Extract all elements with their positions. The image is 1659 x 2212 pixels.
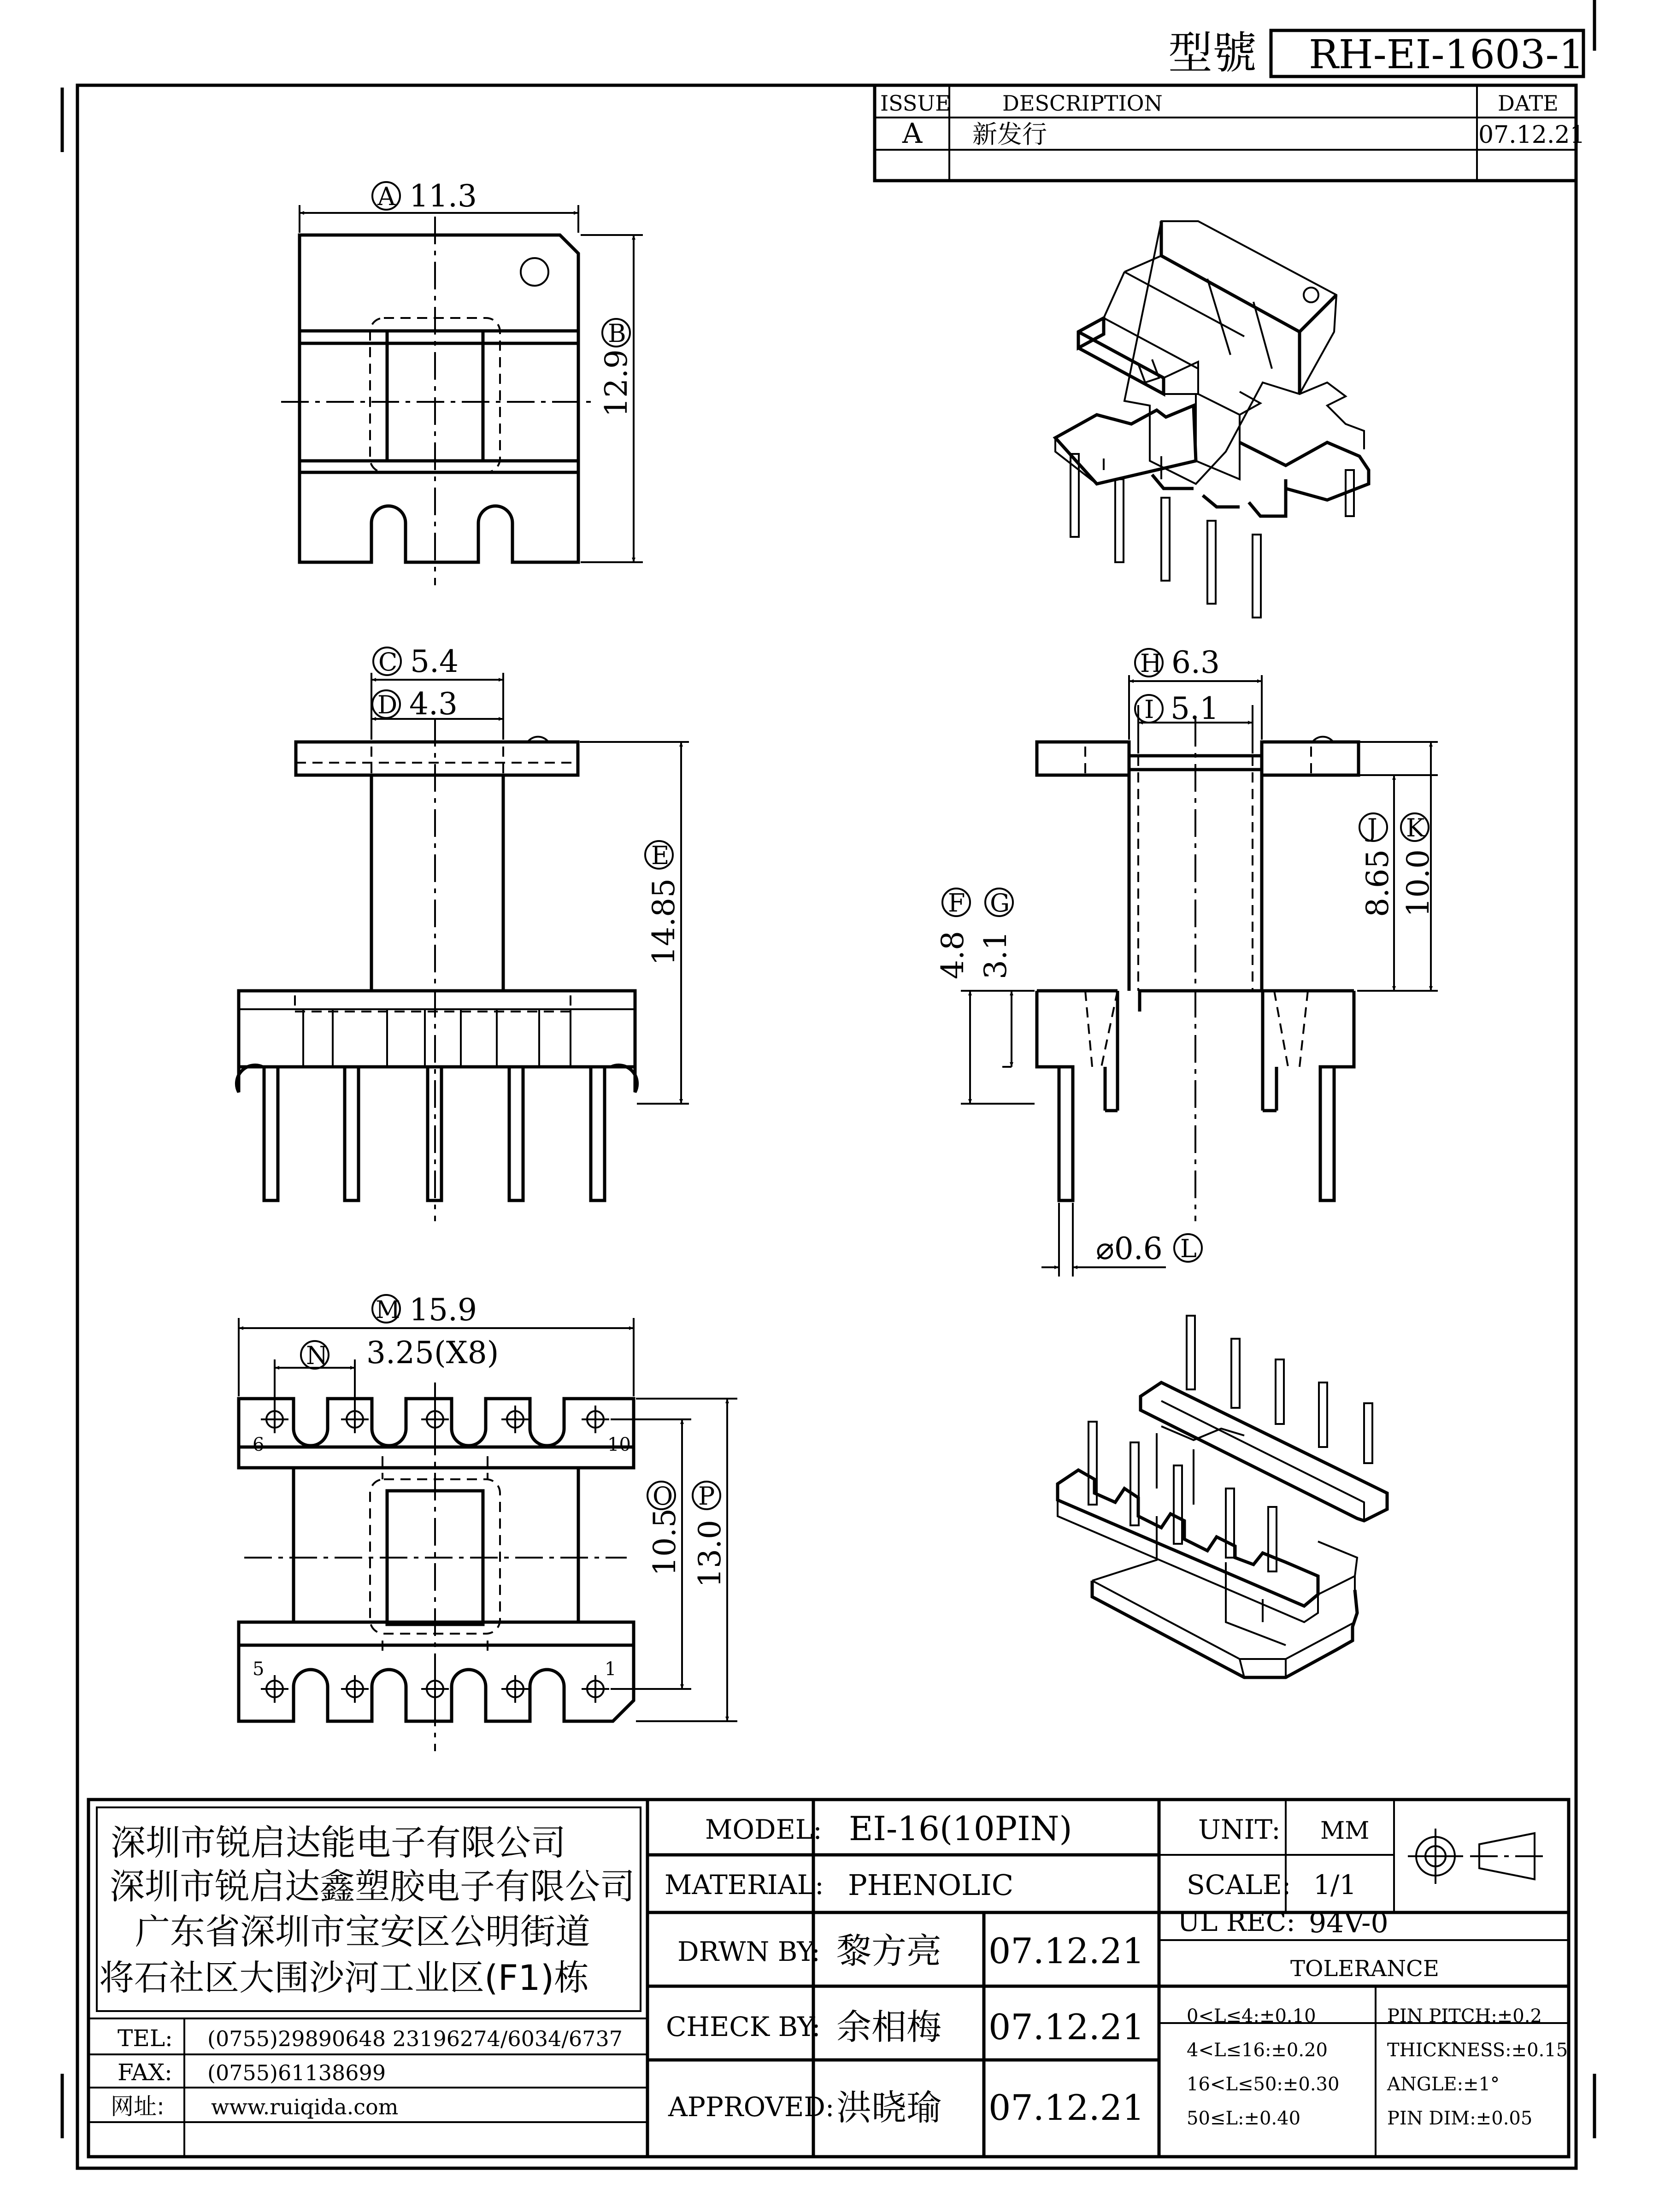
dim-m-letter: M: [376, 1296, 400, 1324]
web-label: 网址:: [111, 2093, 165, 2120]
dim-k-letter: K: [1406, 813, 1425, 842]
model-value: EI-16(10PIN): [849, 1809, 1072, 1848]
dim-b-value: 12.9: [599, 349, 634, 417]
revision-header-date: DATE: [1498, 91, 1559, 116]
dim-g-letter: G: [990, 888, 1010, 918]
dim-d-letter: D: [377, 690, 398, 719]
tel-label: TEL:: [118, 2025, 173, 2052]
drawn-by: 黎方亮: [836, 1930, 941, 1971]
model-label: MODEL:: [705, 1814, 822, 1845]
dim-m-value: 15.9: [409, 1292, 477, 1328]
dim-i-letter: I: [1144, 695, 1154, 724]
ul-value: 94V-0: [1309, 1907, 1388, 1939]
tolerance-left-3: 16<L≤50:±0.30: [1187, 2074, 1340, 2095]
tolerance-left-4: 50≤L:±0.40: [1187, 2108, 1301, 2129]
fax-label: FAX:: [118, 2059, 172, 2086]
web-value: www.ruiqida.com: [211, 2094, 399, 2119]
company-line-4: 将石社区大围沙河工业区(F1)栋: [99, 1957, 589, 1998]
dim-h-value: 6.3: [1171, 645, 1220, 680]
dim-c-letter: C: [378, 647, 398, 677]
revision-issue: A: [902, 118, 923, 150]
tolerance-right-1: PIN PITCH:±0.2: [1387, 2006, 1542, 2027]
dim-j-value: 8.65: [1360, 849, 1395, 917]
dim-l-letter: L: [1180, 1234, 1197, 1263]
approved-label: APPROVED:: [668, 2091, 835, 2123]
dim-p-letter: P: [698, 1482, 715, 1511]
dim-j-letter: J: [1367, 813, 1377, 842]
approved-by: 洪晓瑜: [836, 2087, 941, 2128]
dim-k-value: 10.0: [1400, 849, 1436, 917]
tolerance-left-1: 0<L≤4:±0.10: [1187, 2006, 1316, 2027]
tolerance-right-2: THICKNESS:±0.15: [1387, 2040, 1568, 2061]
tolerance-right-4: PIN DIM:±0.05: [1387, 2108, 1533, 2129]
check-by: 余相梅: [836, 2006, 941, 2047]
dim-a-value: 11.3: [409, 178, 477, 214]
pin-label-1: 1: [605, 1659, 617, 1680]
company-line-2: 深圳市锐启达鑫塑胶电子有限公司: [110, 1866, 635, 1907]
fax-value: (0755)61138699: [207, 2060, 386, 2085]
check-date: 07.12.21: [988, 2006, 1145, 2047]
drawn-date: 07.12.21: [988, 1930, 1145, 1971]
dim-n-letter: N: [306, 1341, 328, 1370]
ul-label: UL REC:: [1177, 1906, 1295, 1937]
revision-date: 07.12.21: [1478, 121, 1585, 149]
dim-f-letter: F: [948, 888, 965, 918]
dim-d-value: 4.3: [409, 686, 458, 722]
dim-b-letter: B: [608, 319, 626, 348]
dim-g-value: 3.1: [978, 931, 1013, 979]
revision-header-description: DESCRIPTION: [1002, 91, 1163, 116]
dim-p-value: 13.0: [692, 1520, 728, 1588]
approved-date: 07.12.21: [988, 2087, 1145, 2128]
company-line-1: 深圳市锐启达能电子有限公司: [111, 1822, 566, 1863]
tolerance-right-3: ANGLE:±1°: [1387, 2074, 1500, 2095]
tel-value: (0755)29890648 23196274/6034/6737: [207, 2026, 623, 2051]
tolerance-label: TOLERANCE: [1290, 1956, 1439, 1982]
dim-e-value: 14.85: [646, 878, 682, 965]
scale-label: SCALE:: [1187, 1869, 1291, 1900]
revision-description: 新发行: [972, 120, 1047, 149]
dim-l-value: ⌀0.6: [1096, 1231, 1163, 1266]
drawn-label: DRWN BY:: [677, 1936, 820, 1967]
dim-e-letter: E: [651, 841, 670, 870]
pin-label-10: 10: [607, 1434, 631, 1455]
scale-value: 1/1: [1313, 1869, 1357, 1900]
dim-n-value: 3.25(X8): [366, 1335, 499, 1371]
material-value: PHENOLIC: [848, 1868, 1014, 1902]
drawing-number-block: [1168, 27, 1584, 79]
pin-label-5: 5: [253, 1659, 265, 1680]
dim-c-value: 5.4: [410, 644, 459, 679]
dim-o-value: 10.5: [647, 1508, 682, 1576]
model-no: RH-EI-1603-1: [1309, 32, 1584, 78]
material-label: MATERIAL:: [665, 1869, 824, 1900]
dim-o-letter: O: [653, 1482, 673, 1511]
dim-a-letter: A: [377, 182, 395, 211]
unit-value: MM: [1320, 1817, 1370, 1845]
model-no-label: 型號: [1168, 27, 1257, 79]
dim-f-value: 4.8: [935, 931, 971, 979]
revision-header-issue: ISSUE: [880, 91, 951, 116]
company-line-3: 广东省深圳市宝安区公明街道: [135, 1911, 590, 1952]
tolerance-left-2: 4<L≤16:±0.20: [1187, 2040, 1328, 2061]
dim-i-value: 5.1: [1171, 691, 1219, 726]
unit-label: UNIT:: [1198, 1814, 1281, 1845]
pin-label-6: 6: [253, 1434, 265, 1455]
dim-h-letter: H: [1140, 649, 1162, 678]
check-label: CHECK BY:: [666, 2011, 821, 2042]
